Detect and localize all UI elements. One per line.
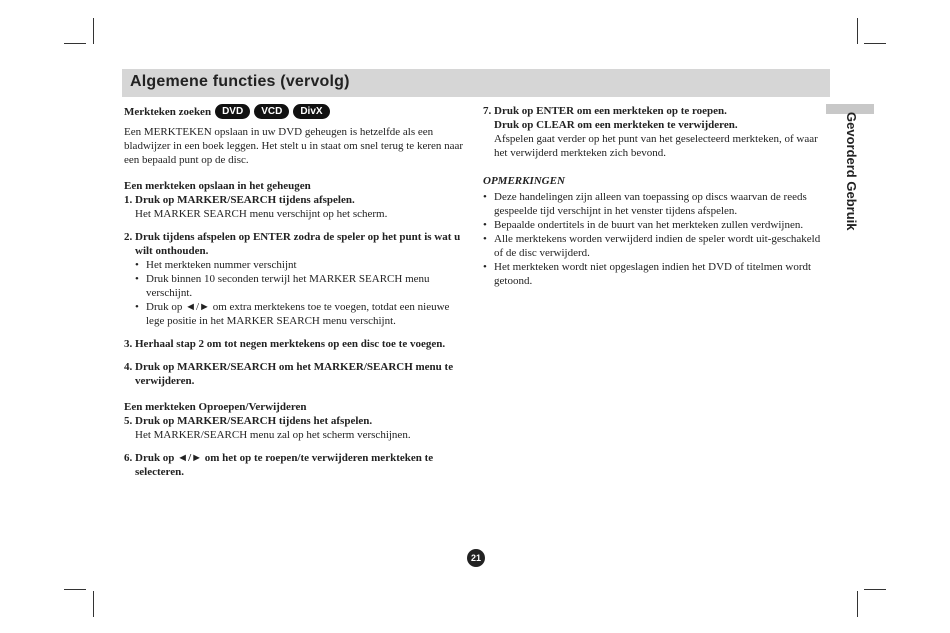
intro-paragraph: Een MERKTEKEN opslaan in uw DVD geheugen is hetzelfde als een bladwijzer in een boek leggen. Het stelt u in staat om snel terug te keren naar een bepaald punt op de disc. xyxy=(124,126,464,166)
step-7 xyxy=(483,104,825,160)
bullet-item: • Druk binnen 10 seconden terwijl het MARKER SEARCH menu verschijnt. xyxy=(135,272,470,300)
section-header xyxy=(124,104,470,119)
vcd-badge: VCD xyxy=(254,104,289,119)
step-title: Herhaal stap 2 om tot negen merktekens op een disc toe te voegen. xyxy=(135,338,446,350)
bullet-item: • Het merkteken nummer verschijnt xyxy=(135,258,470,272)
subheading-store: Een merkteken opslaan in het geheugen xyxy=(124,180,311,192)
step-6 xyxy=(124,451,470,479)
step-title: Druk op MARKER/SEARCH om het MARKER/SEARCH menu te verwijderen. xyxy=(135,361,454,387)
step-2 xyxy=(124,230,470,328)
step-description: Het MARKER/SEARCH menu zal op het scherm verschijnen. xyxy=(135,429,411,441)
step-number: 4. xyxy=(124,361,133,373)
step-title: Druk op ENTER om een merkteken op te roepen. xyxy=(494,105,727,117)
section-title: Merkteken zoeken xyxy=(124,105,212,118)
step-4 xyxy=(124,360,470,388)
step-number: 3. xyxy=(124,338,133,350)
header-bar xyxy=(122,69,830,97)
step-description: Het MARKER SEARCH menu verschijnt op het scherm. xyxy=(135,208,388,220)
step-bullets xyxy=(124,258,470,328)
page-number: 21 xyxy=(467,549,485,567)
crop-mark xyxy=(93,591,94,617)
left-column xyxy=(124,104,470,488)
side-tab-label: Gevorderd Gebruik xyxy=(844,112,859,231)
step-number: 2. xyxy=(124,231,133,243)
step-title: Druk op MARKER/SEARCH tijdens afspelen. xyxy=(135,194,355,206)
step-5 xyxy=(124,414,470,442)
note-item: • Deze handelingen zijn alleen van toepassing op discs waarvan de reeds gespeelde tijd verschijnt in het venster tijdens afspelen. xyxy=(483,190,825,218)
crop-mark xyxy=(64,589,86,590)
bullet-item: • Druk op ◄/► om extra merktekens toe te voegen, totdat een nieuwe lege positie in het MARKER SEARCH menu verschijnt. xyxy=(135,300,470,328)
note-item: • Bepaalde ondertitels in de buurt van het merkteken zullen verdwijnen. xyxy=(483,218,825,232)
step-title-secondary: Druk op CLEAR om een merkteken te verwijderen. xyxy=(494,119,738,131)
step-number: 6. xyxy=(124,452,133,464)
side-tab xyxy=(840,112,864,242)
crop-mark xyxy=(864,43,886,44)
note-item: • Alle merktekens worden verwijderd indien de speler wordt uit-geschakeld of de disc verwijderd. xyxy=(483,232,825,260)
crop-mark xyxy=(93,18,94,44)
crop-mark xyxy=(857,18,858,44)
crop-mark xyxy=(864,589,886,590)
crop-mark xyxy=(857,591,858,617)
crop-mark xyxy=(64,43,86,44)
step-3 xyxy=(124,337,470,351)
page-title: Algemene functies (vervolg) xyxy=(130,73,350,90)
step-description: Afspelen gaat verder op het punt van het geselecteerd merkteken, of waar het verwijderd merkteken zich bevond. xyxy=(494,133,818,159)
step-1 xyxy=(124,193,470,221)
notes-title: OPMERKINGEN xyxy=(483,175,565,187)
right-column xyxy=(483,104,825,288)
step-title: Druk tijdens afspelen op ENTER zodra de speler op het punt is wat u wilt onthouden. xyxy=(135,231,461,257)
dvd-badge: DVD xyxy=(215,104,250,119)
divx-badge: DivX xyxy=(293,104,329,119)
step-number: 7. xyxy=(483,105,492,117)
step-title: Druk op MARKER/SEARCH tijdens het afspelen. xyxy=(135,415,373,427)
notes-list xyxy=(483,190,825,288)
step-title: Druk op ◄/► om het op te roepen/te verwijderen merkteken te selecteren. xyxy=(135,452,434,478)
subheading-recall: Een merkteken Oproepen/Verwijderen xyxy=(124,401,307,413)
note-item: • Het merkteken wordt niet opgeslagen indien het DVD of titelmen wordt getoond. xyxy=(483,260,825,288)
step-number: 1. xyxy=(124,194,133,206)
step-number: 5. xyxy=(124,415,133,427)
